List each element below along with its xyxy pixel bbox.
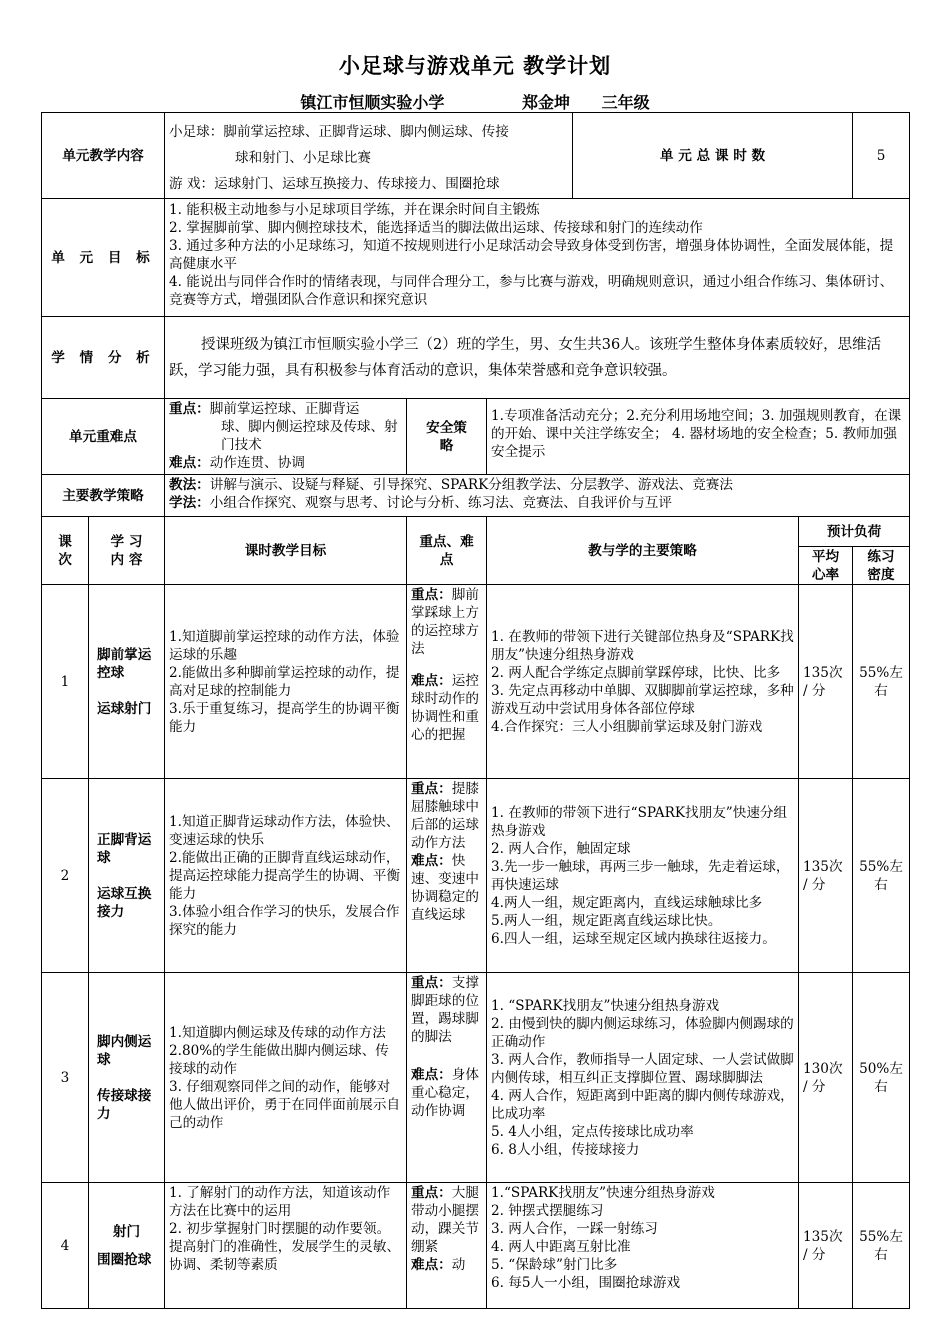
- safety-label: 安全策略: [407, 399, 487, 475]
- unit-content-line1: 小足球：脚前掌运控球、正脚背运球、脚内侧运球、传接: [169, 124, 509, 140]
- unit-content: [165, 113, 573, 199]
- strategy-text: [165, 475, 910, 517]
- lesson-content: [89, 1183, 165, 1309]
- lesson-key-text: 提膝屈膝触球中后部的运球动作方法: [411, 781, 479, 851]
- lesson-density: 55%左右: [853, 1183, 910, 1309]
- lesson-diff-text: 运控球时动作的协调性和重心的把握: [411, 673, 479, 743]
- key-body1: 脚前掌运控球、正脚背运: [209, 401, 360, 417]
- lesson-content-b: 围圈抢球: [97, 1251, 152, 1268]
- lesson-diff-text: 动: [451, 1257, 466, 1273]
- unit-content-row: [42, 113, 910, 199]
- strategy-label: 主要教学策略: [42, 475, 165, 517]
- header-load: 预计负荷: [799, 517, 910, 547]
- unit-total-value: 5: [853, 113, 910, 199]
- lesson-key: [407, 1183, 487, 1309]
- lesson-density: 55%左右: [853, 585, 910, 779]
- header-key: 重点、难点: [407, 517, 487, 585]
- lesson-hr: 135次 / 分: [799, 779, 853, 973]
- lesson-content-b: 传接球接力: [97, 1087, 152, 1122]
- lesson-diff-head: 难点：: [411, 673, 452, 689]
- lesson-density: 55%左右: [853, 779, 910, 973]
- lesson-diff-text: 身体重心稳定，动作协调: [411, 1067, 479, 1119]
- strategy-row: [42, 475, 910, 517]
- header-row-1: [42, 517, 910, 547]
- school-name: 镇江市恒顺实验小学: [300, 93, 445, 112]
- lesson-goal: 1.知道脚前掌运控球的动作方法，体验运球的乐趣 2.能做出多种脚前掌运控球的动作，提高对足球的控制能力 3.乐于重复练习，提高学生的协调平衡能力: [165, 585, 407, 779]
- header-density: 练习密度: [853, 547, 910, 585]
- key-points: [165, 399, 407, 475]
- lesson-method: 1.“SPARK找朋友”快速分组热身游戏 2. 钟摆式摆腿练习 3. 两人合作，一踩一射练习 4. 两人中距离互射比准 5. “保龄球”射门比多 6. 每5人一小组，围圈抢球游戏: [487, 1183, 799, 1309]
- lesson-key: [407, 779, 487, 973]
- lesson-goal: 1. 了解射门的动作方法，知道该动作方法在比赛中的运用 2. 初步掌握射门时摆腿的动作要领。提高射门的准确性，发展学生的灵敏、协调、柔韧等素质: [165, 1183, 407, 1309]
- lesson-key-head: 重点：: [411, 587, 452, 603]
- lesson-key-text: 大腿带动小腿摆动，踝关节绷紧: [411, 1185, 479, 1255]
- lesson-diff-head: 难点：: [411, 853, 452, 869]
- lesson-content-a: 脚内侧运球: [97, 1033, 152, 1068]
- header-lesson: 课次: [42, 517, 89, 585]
- lesson-key: [407, 585, 487, 779]
- lesson-number: 2: [42, 779, 89, 973]
- lesson-goal: 1.知道正脚背运球动作方法，体验快、变速运球的快乐 2.能做出正确的正脚背直线运球动作，提高运控球能力提高学生的协调、平衡能力 3.体验小组合作学习的快乐，发展合作探究的能力: [165, 779, 407, 973]
- teacher-name: 郑金坤: [521, 93, 570, 112]
- analysis-text: 授课班级为镇江市恒顺实验小学三（2）班的学生，男、女生共36人。该班学生整体身体素质较好，思维活跃，学习能力强，具有积极参与体育活动的意识，集体荣誉感和竞争意识较强。: [165, 317, 910, 399]
- lesson-key-text: 支撑脚距球的位置，踢球脚的脚法: [411, 975, 479, 1045]
- analysis-row: [42, 317, 910, 399]
- key-body2: 球、脚内侧运控球及传球、射门技术: [221, 419, 398, 453]
- lesson-content: [89, 973, 165, 1183]
- header-hr: 平均心率: [799, 547, 853, 585]
- learn-head: 学法：: [169, 495, 210, 511]
- unit-total-label: 单 元 总 课 时 数: [573, 113, 853, 199]
- lesson-hr: 135次 / 分: [799, 1183, 853, 1309]
- header-method: 教与学的主要策略: [487, 517, 799, 585]
- lesson-key-head: 重点：: [411, 975, 452, 991]
- lesson-content-a: 正脚背运球: [97, 831, 152, 866]
- analysis-label: 学 情 分 析: [42, 317, 165, 399]
- unit-goal-row: [42, 199, 910, 317]
- diff-head: 难点：: [169, 455, 210, 471]
- lesson-number: 3: [42, 973, 89, 1183]
- lesson-content-a: 脚前掌运控球: [97, 646, 152, 681]
- lesson-hr: 135次 / 分: [799, 585, 853, 779]
- lesson-diff-head: 难点：: [411, 1257, 452, 1273]
- unit-goals: 1. 能积极主动地参与小足球项目学练，并在课余时间自主锻炼 2. 掌握脚前掌、脚内侧控球技术，能选择适当的脚法做出运球、传接球和射门的连续动作 3. 通过多种方法的小足球练习，知道不按规则进行小足球活动会导致身体受到伤害，增强身体协调性，全面发展体能，提高健康水平 4. 能说出与同伴合作时的情绪表现，与同伴合理分工，参与比赛与游戏，明确规则意识，通过小组合作练习、集体研讨、竞赛等方式，增强团队合作意识和探究意识: [165, 199, 910, 317]
- unit-content-line2: 球和射门、小足球比赛: [235, 150, 371, 166]
- lesson-goal: 1.知道脚内侧运球及传球的动作方法 2.80%的学生能做出脚内侧运球、传接球的动作 3. 仔细观察同伴之间的动作，能够对他人做出评价，勇于在同伴面前展示自己的动作: [165, 973, 407, 1183]
- lesson-key: [407, 973, 487, 1183]
- subtitle: [0, 90, 950, 113]
- lesson-content: [89, 585, 165, 779]
- lesson-diff-head: 难点：: [411, 1067, 452, 1083]
- lesson-number: 4: [42, 1183, 89, 1309]
- lesson-row: [42, 585, 910, 779]
- lesson-key-text: 脚前掌踩球上方的运控球方法: [411, 587, 479, 657]
- lesson-row: [42, 973, 910, 1183]
- key-label: 单元重难点: [42, 399, 165, 475]
- lesson-diff-text: 快速、变速中协调稳定的直线运球: [411, 853, 479, 923]
- lesson-row: [42, 779, 910, 973]
- lesson-content-b: 运球射门: [97, 700, 152, 717]
- teach-head: 教法：: [169, 477, 210, 493]
- lesson-content-b: 运球互换接力: [97, 885, 152, 920]
- lesson-density: 50%左右: [853, 973, 910, 1183]
- unit-content-line3: 游 戏：运球射门、运球互换接力、传球接力、围圈抢球: [169, 176, 500, 192]
- plan-table: [41, 112, 910, 1309]
- lesson-content: [89, 779, 165, 973]
- safety-text: 1.专项准备活动充分；2.充分利用场地空间；3. 加强规则教育，在课的开始、课中关注学练安全； 4. 器材场地的安全检查；5. 教师加强安全提示: [487, 399, 910, 475]
- key-head: 重点：: [169, 401, 210, 417]
- key-row: [42, 399, 910, 475]
- unit-content-label: 单元教学内容: [42, 113, 165, 199]
- lesson-number: 1: [42, 585, 89, 779]
- lesson-key-head: 重点：: [411, 1185, 452, 1201]
- lesson-content-a: 射门: [112, 1223, 141, 1240]
- diff-body: 动作连贯、协调: [209, 455, 305, 471]
- teach-text: 讲解与演示、设疑与释疑、引导探究、SPARK分组教学法、分层教学、游戏法、竞赛法: [209, 477, 733, 493]
- header-content: 学 习 内 容: [89, 517, 165, 585]
- lesson-key-head: 重点：: [411, 781, 452, 797]
- grade: 三年级: [601, 93, 650, 112]
- header-goal: 课时教学目标: [165, 517, 407, 585]
- lesson-method: 1. 在教师的带领下进行关键部位热身及“SPARK找朋友”快速分组热身游戏 2. 两人配合学练定点脚前掌踩停球，比快、比多 3. 先定点再移动中单脚、双脚脚前掌运控球，多种游戏互动中尝试用身体各部位停球 4.合作探究：三人小组脚前掌运球及射门游戏: [487, 585, 799, 779]
- page-title: 小足球与游戏单元 教学计划: [338, 53, 612, 78]
- learn-text: 小组合作探究、观察与思考、讨论与分析、练习法、竞赛法、自我评价与互评: [209, 495, 672, 511]
- unit-goal-label: 单 元 目 标: [42, 199, 165, 317]
- lesson-method: 1. “SPARK找朋友”快速分组热身游戏 2. 由慢到快的脚内侧运球练习，体验脚内侧踢球的正确动作 3. 两人合作，教师指导一人固定球、一人尝试做脚内侧传球，相互纠正支撑脚位置、踢球脚脚法 4. 两人合作，短距离到中距离的脚内侧传球游戏，比成功率 5. 4人小组，定点传接球比成功率 6. 8人小组，传接球接力: [487, 973, 799, 1183]
- lesson-hr: 130次 / 分: [799, 973, 853, 1183]
- lesson-method: 1. 在教师的带领下进行“SPARK找朋友”快速分组热身游戏 2. 两人合作，触固定球 3.先一步一触球，再两三步一触球，先走着运球，再快速运球 4.两人一组，规定距离内，直线运球触球比多 5.两人一组，规定距离直线运球比快。 6.四人一组，运球至规定区域内换球往返接力。: [487, 779, 799, 973]
- lesson-row: [42, 1183, 910, 1309]
